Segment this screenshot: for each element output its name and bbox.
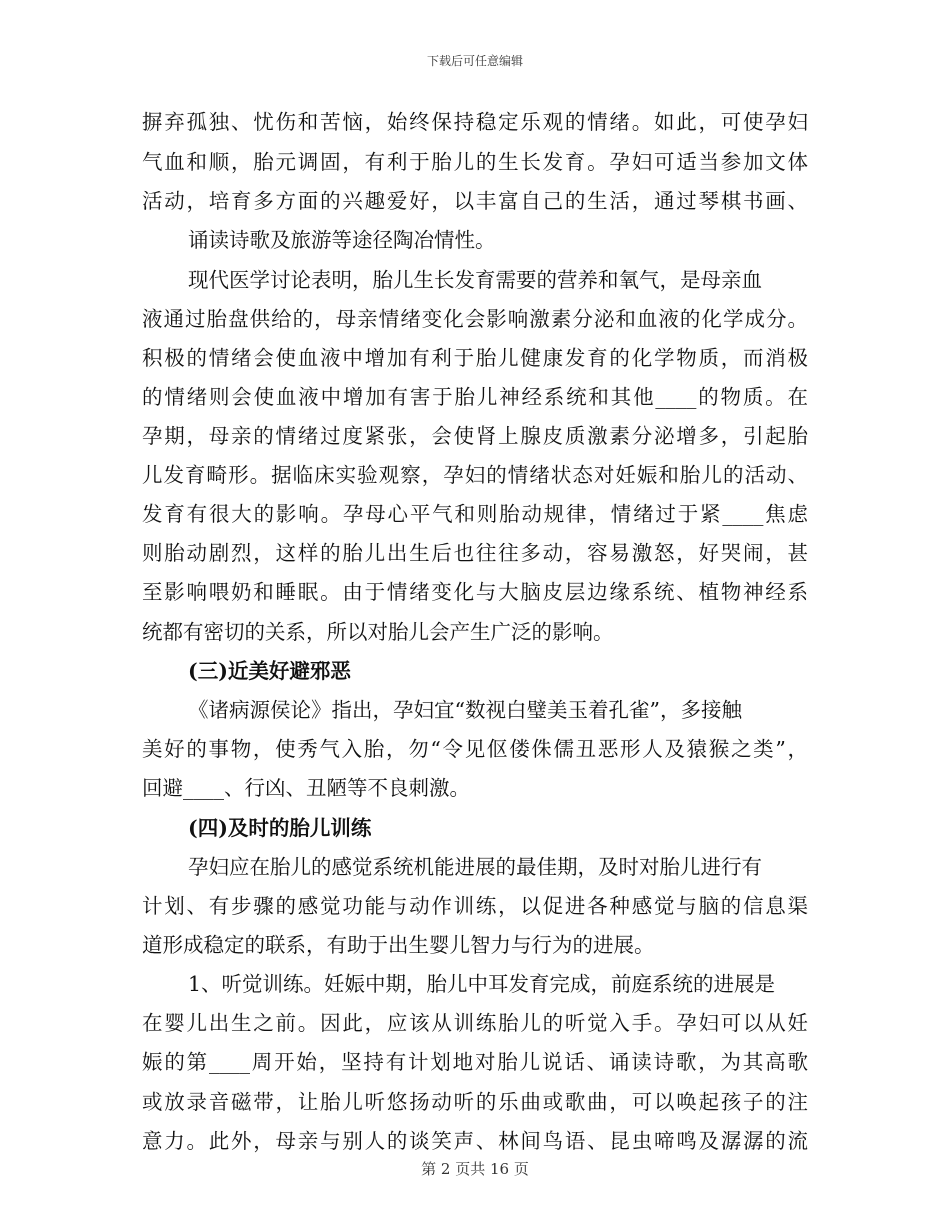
paragraph-line: 气血和顺，胎元调固，有利于胎儿的生长发育。孕妇可适当参加文体 [142,150,808,174]
section-heading: (四)及时的胎儿训练 [188,816,372,840]
paragraph-line: 至影响喂奶和睡眠。由于情绪变化与大脑皮层边缘系统、植物神经系 [142,580,808,604]
paragraph-line: 意力。此外，母亲与别人的谈笑声、林间鸟语、昆虫啼鸣及潺潺的流 [142,1129,808,1153]
paragraph-line: 美好的事物，使秀气入胎，勿“令见伛偻侏儒丑恶形人及猿猴之类”， [142,737,808,761]
paragraph-line: 在婴儿出生之前。因此，应该从训练胎儿的听觉入手。孕妇可以从妊 [142,1011,808,1035]
page-header: 下载后可任意编辑 [426,54,523,68]
paragraph-line: 孕妇应在胎儿的感觉系统机能进展的最佳期，及时对胎儿进行有 [188,855,762,879]
paragraph-line: 活动，培育多方面的兴趣爱好，以丰富自己的生活，通过琴棋书画、 [142,189,808,213]
paragraph-line: 儿发育畸形。据临床实验观察，孕妇的情绪状态对妊娠和胎儿的活动、 [142,463,808,487]
paragraph-line: 则胎动剧烈，这样的胎儿出生后也往往多动，容易激怒，好哭闹，甚 [142,541,808,565]
paragraph-line: 诵读诗歌及旅游等途径陶冶情性。 [188,228,496,252]
paragraph-line: 积极的情绪会使血液中增加有利于胎儿健康发育的化学物质，而消极 [142,346,808,370]
paragraph-line: 的情绪则会使血液中增加有害于胎儿神经系统和其他____的物质。在 [142,385,808,409]
paragraph-line: 1、听觉训练。妊娠中期，胎儿中耳发育完成，前庭系统的进展是 [188,972,776,996]
paragraph-line: 孕期，母亲的情绪过度紧张，会使肾上腺皮质激素分泌增多，引起胎 [142,424,808,448]
page-footer: 第 2 页共 16 页 [421,1160,529,1178]
paragraph-line: 娠的第____周开始，坚持有计划地对胎儿说话、诵读诗歌，为其高歌 [142,1050,808,1074]
paragraph-line: 计划、有步骤的感觉功能与动作训练，以促进各种感觉与脑的信息渠 [142,894,808,918]
paragraph-line: 回避____、行凶、丑陋等不良刺激。 [142,776,470,800]
paragraph-line: 道形成稳定的联系，有助于出生婴儿智力与行为的进展。 [142,933,655,957]
paragraph-line: 统都有密切的关系，所以对胎儿会产生广泛的影响。 [142,620,614,644]
paragraph-line: 现代医学讨论表明，胎儿生长发育需要的营养和氧气，是母亲血 [188,268,762,292]
paragraph-line: 《诸病源侯论》指出，孕妇宜“数视白璧美玉着孔雀”，多接触 [188,698,742,722]
paragraph-line: 发育有很大的影响。孕母心平气和则胎动规律，情绪过于紧____焦虑 [142,502,808,526]
paragraph-line: 摒弃孤独、忧伤和苦恼，始终保持稳定乐观的情绪。如此，可使孕妇 [142,110,808,134]
paragraph-line: 液通过胎盘供给的，母亲情绪变化会影响激素分泌和血液的化学成分。 [142,307,808,331]
section-heading: (三)近美好避邪恶 [188,659,351,683]
paragraph-line: 或放录音磁带，让胎儿听悠扬动听的乐曲或歌曲，可以唤起孩子的注 [142,1090,808,1114]
